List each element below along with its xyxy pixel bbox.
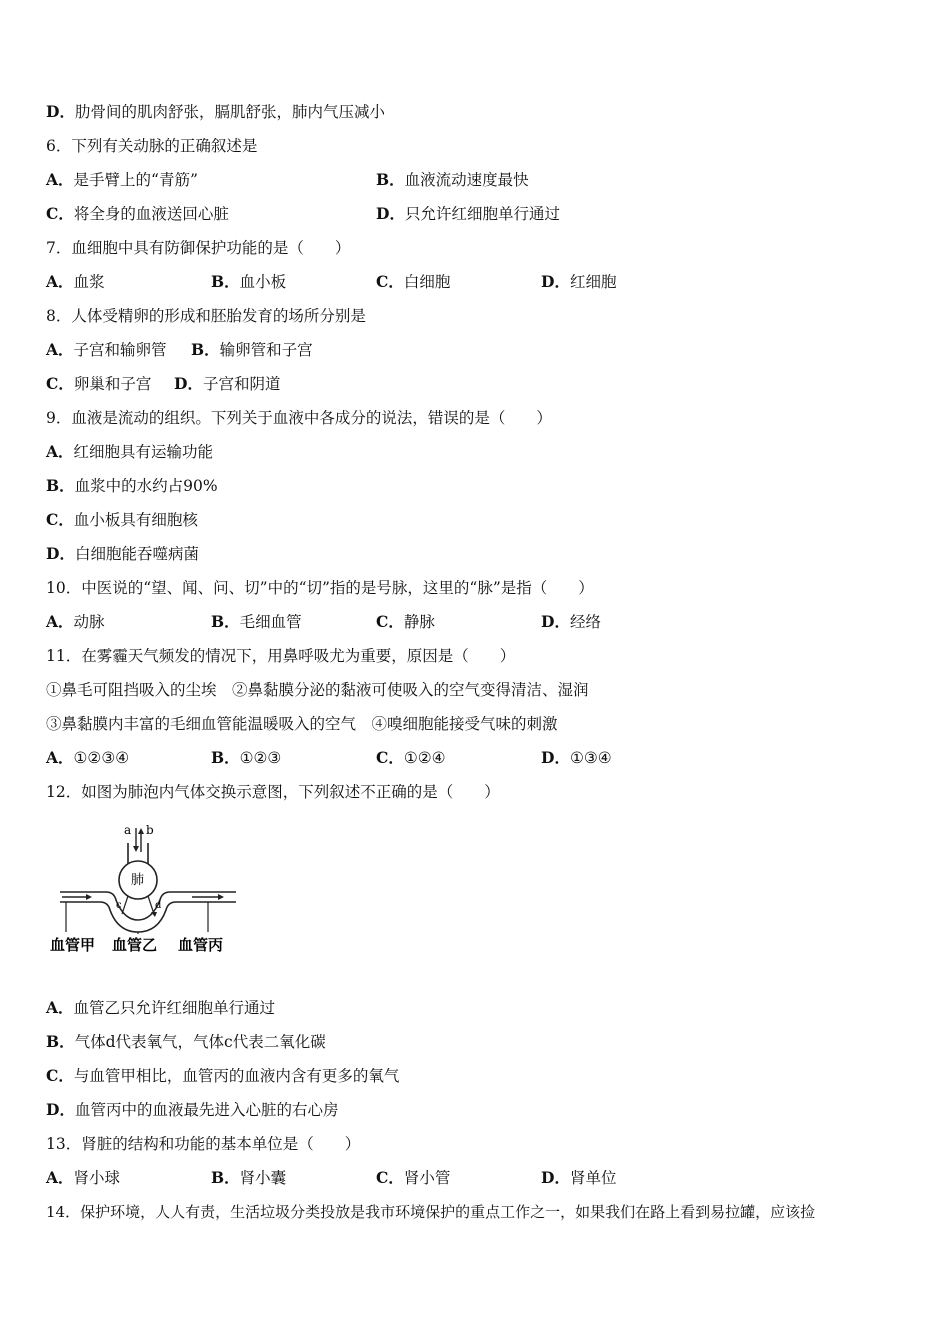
q8-option-b <box>191 340 313 360</box>
option-label: B． <box>46 1032 75 1051</box>
flow-arrow-in-head <box>86 894 92 900</box>
q12-option-c <box>46 1066 399 1086</box>
option-text: 血液流动速度最快 <box>404 171 529 189</box>
q12-option-b <box>46 1032 326 1052</box>
option-label: D． <box>541 748 570 767</box>
option-label: A． <box>46 748 74 767</box>
option-label: D． <box>46 1100 75 1119</box>
option-text: 血管丙中的血液最先进入心脏的右心房 <box>74 1101 339 1119</box>
option-label: B． <box>211 272 240 291</box>
q6-option-b <box>376 170 529 190</box>
option-text: 子宫和输卵管 <box>73 341 167 359</box>
option-label: C． <box>376 612 404 631</box>
option-text: 卵巢和子宫 <box>73 375 152 393</box>
q11-statement-3-4: ③鼻黏膜内丰富的毛细血管能温暖吸入的空气 ④嗅细胞能接受气味的刺激 <box>46 715 558 733</box>
option-label: A． <box>46 340 74 359</box>
option-text: 将全身的血液送回心脏 <box>73 205 229 223</box>
option-label: D． <box>174 374 203 393</box>
q7-option-d <box>541 272 616 292</box>
option-text: 血浆 <box>73 273 105 291</box>
option-text: 血管乙只允许红细胞单行通过 <box>73 999 276 1017</box>
q9-option-b <box>46 476 218 496</box>
vessel-1-label: 血管甲 <box>50 936 96 954</box>
option-text: ①②④ <box>403 749 446 767</box>
q8-option-c <box>46 374 151 394</box>
vessel-2-label: 血管乙 <box>112 936 158 954</box>
option-label: D． <box>46 544 75 563</box>
option-label: B． <box>376 170 405 189</box>
label-a: a <box>124 823 132 837</box>
q10-option-c <box>376 612 435 632</box>
q13-option-b <box>211 1168 286 1188</box>
option-text: 白细胞 <box>403 273 451 291</box>
q13-option-c <box>376 1168 450 1188</box>
q11-option-a <box>46 748 129 768</box>
option-text: 红细胞 <box>569 273 617 291</box>
q8-option-a <box>46 340 167 360</box>
q7-option-c <box>376 272 450 292</box>
q6-option-c <box>46 204 229 224</box>
q11-option-c <box>376 748 446 768</box>
option-label: C． <box>376 748 404 767</box>
option-label: C． <box>376 1168 404 1187</box>
alveolus-label: 肺 <box>131 873 145 888</box>
question-14-stem: 14．保护环境，人人有责，生活垃圾分类投放是我市环境保护的重点工作之一，如果我们在路上看到易拉罐，应该捡 <box>46 1203 816 1221</box>
q12-option-a <box>46 998 275 1018</box>
label-b: b <box>146 823 154 837</box>
question-12-stem: 12．如图为肺泡内气体交换示意图，下列叙述不正确的是（ ） <box>46 783 500 801</box>
question-9-stem: 9．血液是流动的组织。下列关于血液中各成分的说法，错误的是（ ） <box>46 409 552 427</box>
option-label: A． <box>46 442 74 461</box>
q5-option-d <box>46 102 385 122</box>
option-label: A． <box>46 272 74 291</box>
option-label: B． <box>211 1168 240 1187</box>
option-text: 血小板具有细胞核 <box>73 511 198 529</box>
option-text: 静脉 <box>403 613 435 631</box>
q10-option-a <box>46 612 105 632</box>
label-c: c <box>116 900 122 911</box>
q10-option-d <box>541 612 601 632</box>
option-label: C． <box>46 1066 74 1085</box>
option-text: 气体d代表氧气，气体c代表二氧化碳 <box>74 1033 326 1051</box>
option-label: D． <box>46 102 75 121</box>
option-label: C． <box>46 510 74 529</box>
option-label: A． <box>46 170 74 189</box>
option-text: 血小板 <box>239 273 287 291</box>
flow-arrow-out-head <box>218 894 224 900</box>
option-label: C． <box>46 374 74 393</box>
option-text: 肋骨间的肌肉舒张，膈肌舒张，肺内气压减小 <box>74 103 385 121</box>
question-7-stem: 7．血细胞中具有防御保护功能的是（ ） <box>46 239 351 257</box>
q11-option-b <box>211 748 281 768</box>
option-label: C． <box>46 204 74 223</box>
option-label: B． <box>191 340 220 359</box>
option-text: 毛细血管 <box>239 613 302 631</box>
arrow-a-head <box>133 846 139 852</box>
option-label: B． <box>46 476 75 495</box>
option-text: 经络 <box>569 613 601 631</box>
option-text: 血浆中的水约占90% <box>74 477 218 495</box>
arrow-d <box>148 896 154 914</box>
option-label: A． <box>46 998 74 1017</box>
question-11-stem: 11．在雾霾天气频发的情况下，用鼻呼吸尤为重要，原因是（ ） <box>46 647 516 665</box>
arrow-c <box>122 896 128 914</box>
option-text: 只允许红细胞单行通过 <box>404 205 560 223</box>
vessel-3-label: 血管丙 <box>178 936 224 954</box>
question-6-stem: 6．下列有关动脉的正确叙述是 <box>46 137 258 155</box>
option-label: D． <box>541 1168 570 1187</box>
q9-option-d <box>46 544 199 564</box>
option-label: C． <box>376 272 404 291</box>
alveolus-gas-exchange-diagram <box>44 818 244 958</box>
question-13-stem: 13．肾脏的结构和功能的基本单位是（ ） <box>46 1135 361 1153</box>
option-label: D． <box>541 612 570 631</box>
q7-option-b <box>211 272 286 292</box>
option-label: D． <box>541 272 570 291</box>
arrow-b-head <box>138 828 144 834</box>
option-text: 红细胞具有运输功能 <box>73 443 214 461</box>
option-label: B． <box>211 612 240 631</box>
q6-option-a <box>46 170 198 190</box>
question-8-stem: 8．人体受精卵的形成和胚胎发育的场所分别是 <box>46 307 366 325</box>
label-d: d <box>155 900 162 911</box>
option-text: 白细胞能吞噬病菌 <box>74 545 199 563</box>
q12-option-d <box>46 1100 338 1120</box>
option-text: ①②③④ <box>73 749 130 767</box>
option-text: 是手臂上的“青筋” <box>73 171 198 189</box>
option-label: A． <box>46 612 74 631</box>
q10-option-b <box>211 612 302 632</box>
option-label: D． <box>376 204 405 223</box>
option-text: 子宫和阴道 <box>202 375 281 393</box>
q11-option-d <box>541 748 612 768</box>
option-text: 与血管甲相比，血管丙的血液内含有更多的氧气 <box>73 1067 400 1085</box>
option-text: 肾小囊 <box>239 1169 287 1187</box>
q13-option-d <box>541 1168 616 1188</box>
q11-statement-1-2: ①鼻毛可阻挡吸入的尘埃 ②鼻黏膜分泌的黏液可使吸入的空气变得清洁、湿润 <box>46 681 589 699</box>
q7-option-a <box>46 272 105 292</box>
option-text: ①②③ <box>239 749 282 767</box>
q13-option-a <box>46 1168 120 1188</box>
q6-option-d <box>376 204 560 224</box>
option-label: A． <box>46 1168 74 1187</box>
option-text: 动脉 <box>73 613 105 631</box>
q8-option-d <box>174 374 280 394</box>
option-text: 输卵管和子宫 <box>219 341 313 359</box>
option-text: 肾单位 <box>569 1169 617 1187</box>
option-text: 肾小球 <box>73 1169 121 1187</box>
option-label: B． <box>211 748 240 767</box>
option-text: 肾小管 <box>403 1169 451 1187</box>
q9-option-a <box>46 442 213 462</box>
q9-option-c <box>46 510 198 530</box>
question-10-stem: 10．中医说的“望、闻、问、切”中的“切”指的是号脉，这里的“脉”是指（ ） <box>46 579 594 597</box>
option-text: ①③④ <box>569 749 612 767</box>
